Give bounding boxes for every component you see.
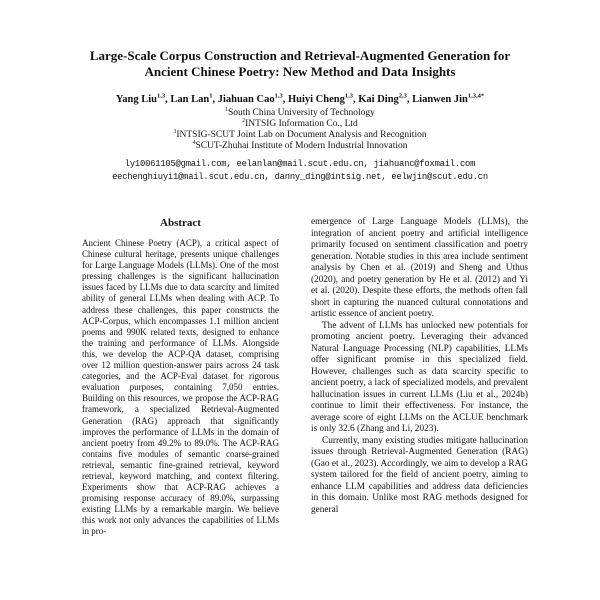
affiliation-text: SCUT-Zhuhai Institute of Modern Industrial Innovation — [195, 141, 408, 151]
intro-paragraph: The advent of LLMs has unlocked new potentials for promoting ancient poetry. Leveraging their advanced Natural Language Processing (NLP) capabilities, LLMs offer significant promise in this specialized field. However, challenges such as data scarcity specific to ancient poetry, a lack of specialized models, and prevalent hallucination issues in current LLMs (Liu et al., 2024b) continue to limit their effectiveness. For instance, the average score of eight LLMs on the ACLUE benchmark is only 32.6 (Zhang and Li, 2023). — [311, 320, 528, 434]
author-separator: , — [352, 94, 356, 105]
email-block — [72, 158, 528, 183]
author-name: Kai Ding — [358, 94, 399, 105]
author-name: Yang Liu — [115, 94, 157, 105]
affiliation-line — [72, 119, 528, 130]
email-line: ly10061105@gmail.com, eelanlan@mail.scut.edu.cn, jiahuanc@foxmail.com — [124, 159, 476, 169]
intro-paragraph: emergence of Large Language Models (LLMs), the integration of ancient poetry and artificial intelligence primarily focused on sentiment classification and poetry generation. Notable studies in this area include sentiment analysis by Chen et al. (2019) and Sheng and Uthus (2020), and poetry generation by He et al. (2012) and Yi et al. (2020). Despite these efforts, the methods often fall short in capturing the nuanced cultural connotations and artistic essence of ancient poetry. — [311, 217, 528, 319]
author-affil-marker: 1,3,4* — [467, 92, 485, 100]
affiliation-marker: 3 — [173, 128, 177, 135]
abstract-text: Ancient Chinese Poetry (ACP), a critical aspect of Chinese cultural heritage, presents unique challenges for Large Language Models (LLMs). One of the most pressing challenges is the significant hallucination issues faced by LLMs due to data scarcity and limited ability of general LLMs when dealing with ACP. To address these challenges, this paper constructs the ACP-Corpus, which encompasses 1.1 million ancient poems and 990K related texts, designed to enhance the training and performance of LLMs. Alongside this, we develop the ACP-QA dataset, comprising over 12 million question-answer pairs across 24 task categories, and the ACP-Eval dataset for rigorous evaluation purposes, containing 7,050 entries. Building on this resources, we propose the ACP-RAG framework, a specialized Retrieval-Augmented Generation (RAG) approach that significantly improves the performance of LLMs in the domain of ancient poetry from 49.2% to 89.0%. The ACP-RAG contains five modules of semantic coarse-grained retrieval, semantic fine-grained retrieval, keyword retrieval, keyword matching, and context filtering. Experiments show that ACP-RAG achieves a promising response accuracy of 89.0%, surpassing existing LLMs by a remarkable margin. We believe this work not only advances the capabilities of LLMs in pro- — [82, 238, 279, 537]
author-affil-marker: 1 — [209, 92, 213, 100]
author — [170, 94, 215, 105]
affiliation-text: South China University of Technology — [228, 108, 375, 118]
author-affil-marker: 1,3 — [157, 92, 166, 100]
title-line-1: Large-Scale Corpus Construction and Retrieval-Augmented Generation for — [89, 48, 511, 63]
author-affil-marker: 1,3 — [344, 92, 353, 100]
affiliations — [72, 108, 528, 152]
two-column-body — [72, 217, 528, 538]
author — [288, 94, 356, 105]
author-separator: , — [212, 94, 216, 105]
affiliation-text: INTSIG Information Co., Ltd — [245, 119, 358, 129]
left-column — [72, 217, 289, 538]
author — [218, 94, 286, 105]
affiliation-marker: 4 — [192, 139, 196, 146]
author-separator: , — [282, 94, 286, 105]
author — [358, 94, 409, 105]
author-name: Lianwen Jin — [412, 94, 468, 105]
author — [412, 94, 484, 105]
author-affil-marker: 1,3 — [274, 92, 283, 100]
author — [116, 94, 168, 105]
title-line-2: Ancient Chinese Poetry: New Method and Data Insights — [144, 64, 456, 79]
affiliation-text: INTSIG-SCUT Joint Lab on Document Analysis and Recognition — [176, 130, 427, 140]
author-name: Jiahuan Cao — [217, 94, 275, 105]
author-name: Huiyi Cheng — [287, 94, 345, 105]
paper-title — [72, 48, 528, 80]
affiliation-marker: 1 — [225, 106, 228, 113]
right-column — [311, 217, 528, 538]
author-separator: , — [406, 94, 410, 105]
affiliation-line — [72, 141, 528, 152]
author-separator: , — [165, 94, 168, 105]
author-name: Lan Lan — [170, 94, 210, 105]
author-line — [72, 93, 528, 106]
title-block — [72, 48, 528, 183]
affiliation-line — [72, 108, 528, 119]
affiliation-marker: 2 — [242, 117, 246, 124]
author-affil-marker: 2,3 — [398, 92, 407, 100]
intro-paragraph: Currently, many existing studies mitigate hallucination issues through Retrieval-Augmented Generation (RAG) (Gao et al., 2023). Accordingly, we aim to develop a RAG system tailored for the field of ancient poetry, aiming to enhance LLM capabilities and address data deficiencies in this domain. Unlike most RAG methods designed for general — [311, 435, 528, 515]
abstract-heading: Abstract — [160, 217, 201, 229]
affiliation-line — [72, 130, 528, 141]
email-line: eechenghiuyi1@mail.scut.edu.cn, danny_ding@intsig.net, eelwjin@scut.edu.cn — [112, 171, 488, 182]
